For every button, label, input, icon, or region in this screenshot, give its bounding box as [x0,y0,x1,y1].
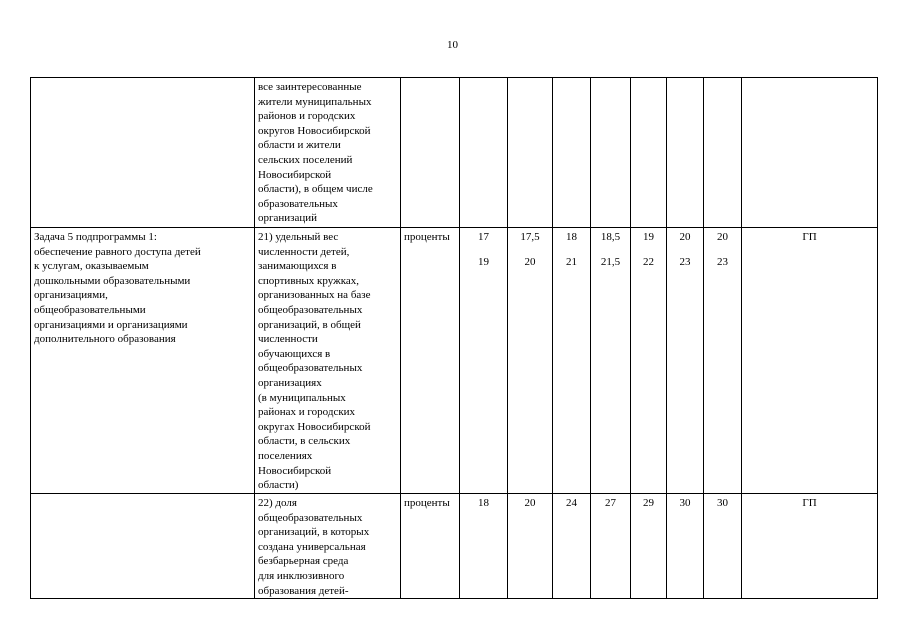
value-cell [667,78,704,228]
value-bottom: 22 [643,255,654,268]
unit-cell: проценты [401,494,460,599]
value-cell [667,228,704,494]
executor-cell: ГП [742,494,878,599]
indicator-line: численности детей, [258,245,350,258]
value-cell [553,494,591,599]
indicator-line: организаций [258,212,318,225]
task-cell [31,228,255,494]
value-cell [667,494,704,599]
value-cell [553,78,591,228]
indicator-line: для инклюзивного [258,569,345,582]
unit-cell [401,78,460,228]
indicator-line: области, в сельских [258,435,351,448]
indicator-line: области) [258,479,299,492]
value-cell [508,228,553,494]
value-cell [704,228,742,494]
indicator-line: поселениях [258,449,313,462]
value-top: 30 [679,497,691,509]
table-row [31,494,878,599]
value-cell [704,78,742,228]
indicator-line: организаций, в которых [258,526,370,539]
task-line: обеспечение равного доступа детей [34,245,201,258]
indicator-line: организованных на базе [258,289,371,302]
indicator-line: образовательных [258,197,338,210]
indicator-cell [255,78,401,228]
indicator-line: общеобразовательных [258,362,363,375]
indicator-cell [255,494,401,599]
task-line: организациями и организациями [34,318,188,331]
indicator-line: организациях [258,376,322,389]
value-bottom: 19 [478,255,489,268]
task-cell [31,78,255,228]
value-bottom: 21,5 [600,255,621,268]
value-top: 24 [566,497,577,509]
value-top: 17,5 [520,231,540,243]
indicator-line: Новосибирской [258,464,332,477]
value-cell [591,228,631,494]
indicator-line: образования детей- [258,584,349,597]
indicator-line: 21) удельный вес [258,231,339,243]
value-top: 20 [679,231,691,243]
indicator-line: обучающихся в [258,347,331,360]
task-line: общеобразовательными [34,303,146,316]
indicator-line: спортивных кружках, [258,274,360,287]
value-top: 20 [717,231,728,243]
value-cell [591,494,631,599]
table-row [31,228,878,494]
indicator-cell [255,228,401,494]
indicator-line: общеобразовательных [258,303,363,316]
value-cell [631,494,667,599]
value-cell [508,78,553,228]
indicator-line: жители муниципальных [258,95,372,108]
value-bottom: 21 [566,255,577,268]
value-cell [460,494,508,599]
value-top: 20 [524,497,536,509]
table-row [31,78,878,228]
value-cell [460,228,508,494]
value-bottom: 20 [524,255,536,268]
indicator-line: сельских поселений [258,153,353,166]
task-line: организациями, [34,289,108,302]
value-cell [508,494,553,599]
value-top: 18 [566,231,577,243]
indicator-line: занимающихся в [258,260,337,273]
indicator-line: безбарьерная среда [258,555,349,568]
value-cell [553,228,591,494]
indicator-line: организаций, в общей [258,318,361,331]
indicator-line: Новосибирской [258,168,332,181]
indicator-line: районах и городских [258,406,356,419]
executor-cell: ГП [742,228,878,494]
indicator-line: численности [258,333,318,346]
task-line: дошкольными образовательными [34,274,191,287]
executor-cell [742,78,878,228]
value-bottom: 23 [679,255,691,268]
indicator-line: округов Новосибирской [258,124,371,137]
value-cell [631,228,667,494]
value-top: 30 [717,497,728,509]
indicator-line: общеобразовательных [258,511,363,524]
value-top: 29 [643,497,654,509]
indicator-line: округах Новосибирской [258,420,371,433]
value-top: 18 [478,497,489,509]
value-cell [704,494,742,599]
value-top: 27 [605,497,616,509]
task-line: дополнительного образования [34,333,176,346]
task-cell [31,494,255,599]
value-top: 17 [478,231,489,243]
indicators-table [30,77,878,599]
value-bottom: 23 [717,255,728,268]
task-line: Задача 5 подпрограммы 1: [34,231,157,243]
indicator-line: районов и городских [258,110,356,123]
value-top: 18,5 [600,231,621,243]
indicator-line: (в муниципальных [258,391,346,404]
unit-cell: проценты [401,228,460,494]
value-cell [460,78,508,228]
indicator-line: области и жители [258,139,341,152]
value-cell [591,78,631,228]
task-line: к услугам, оказываемым [34,260,149,273]
page-number: 10 [447,39,458,51]
indicator-line: создана универсальная [258,540,366,553]
value-top: 19 [643,231,654,243]
indicator-line: все заинтересованные [258,81,362,93]
indicator-line: области), в общем числе [258,183,373,196]
indicator-line: 22) доля [258,497,297,509]
value-cell [631,78,667,228]
